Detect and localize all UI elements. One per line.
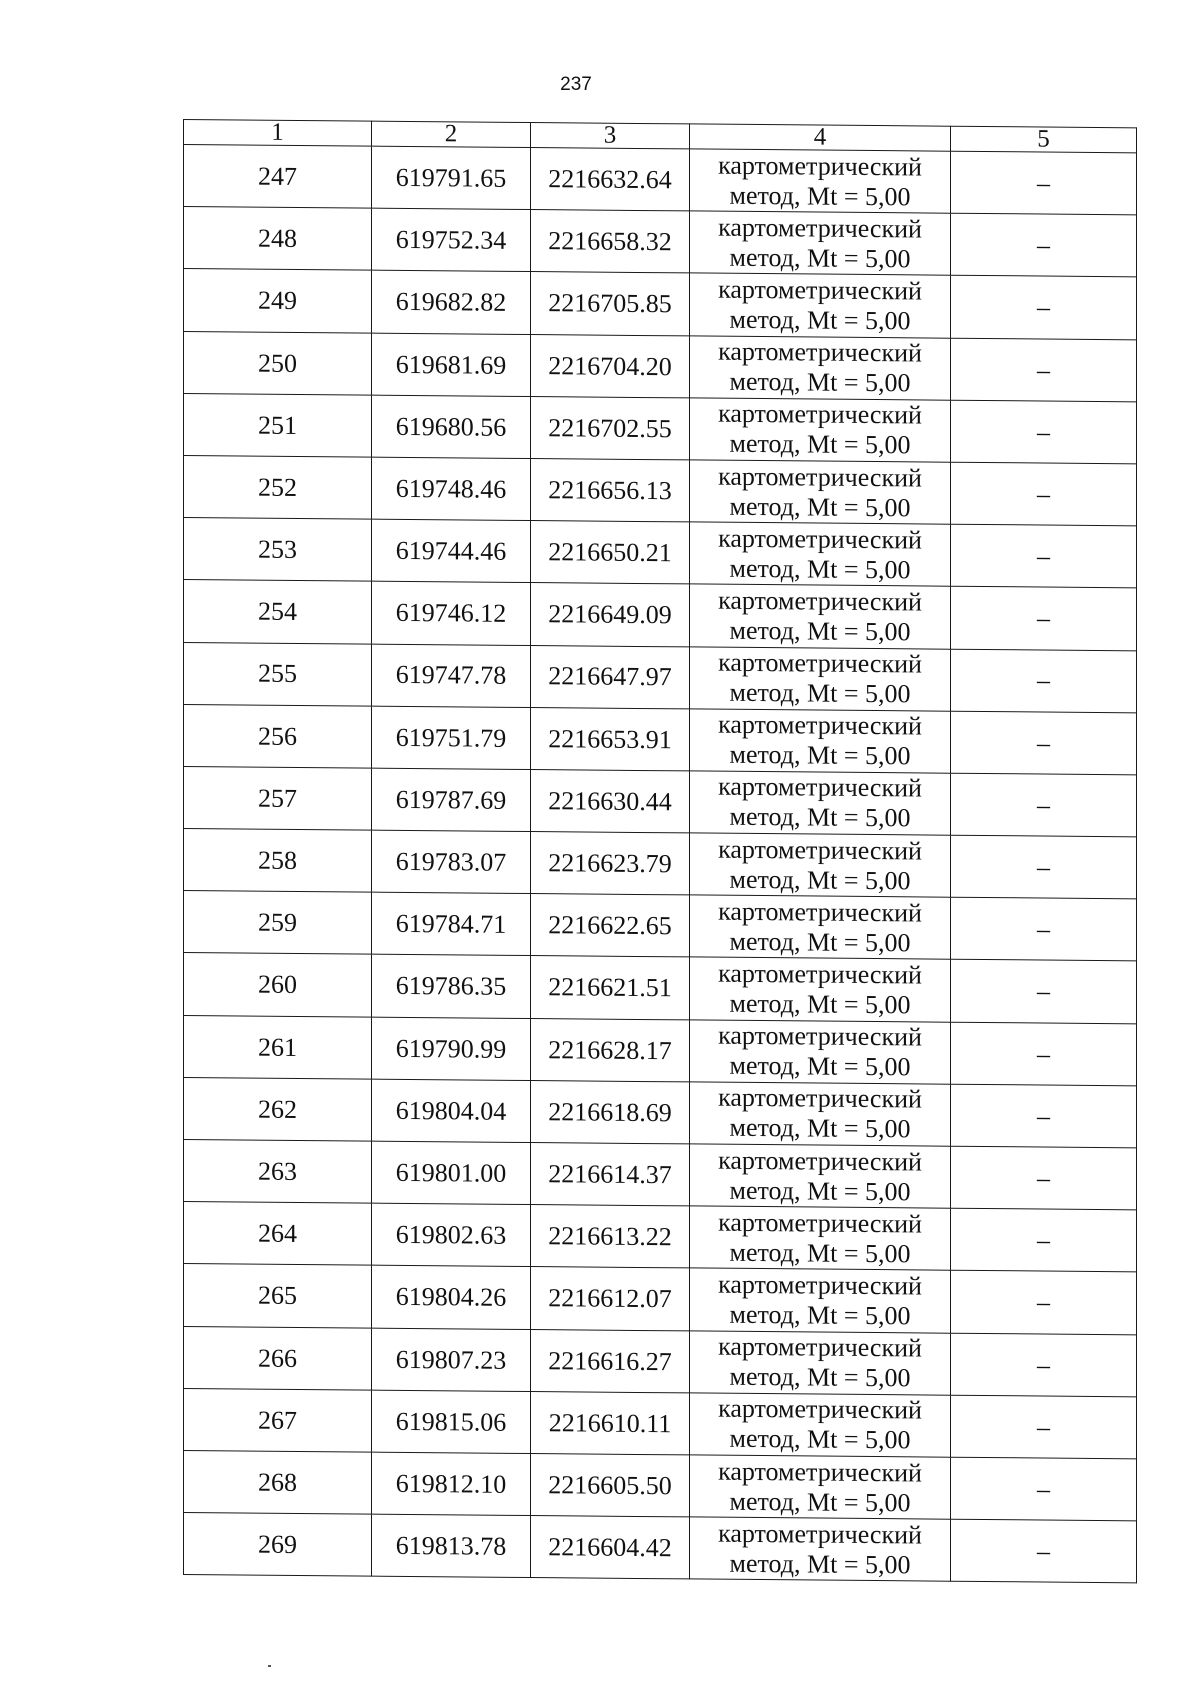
- header-col-3: 3: [531, 123, 690, 149]
- method-line-2: метод, Mt = 5,00: [729, 429, 911, 460]
- method-line-2: метод, Mt = 5,00: [729, 1299, 911, 1331]
- note-cell: –: [951, 276, 1137, 340]
- method-line-2: метод, Mt = 5,00: [729, 1424, 911, 1455]
- header-col-5: 5: [951, 126, 1137, 153]
- y-coordinate-cell: 2216656.13: [531, 458, 690, 522]
- point-number-cell: 267: [184, 1388, 372, 1452]
- x-coordinate-cell: 619815.06: [372, 1390, 531, 1454]
- method-cell: [690, 149, 951, 213]
- header-col-4: 4: [690, 124, 951, 151]
- method-line-2: метод, Mt = 5,00: [729, 304, 911, 336]
- method-cell: [690, 398, 951, 462]
- method-cell: [690, 895, 951, 959]
- note-cell: –: [951, 1395, 1137, 1459]
- point-number-cell: 259: [184, 891, 372, 955]
- note-cell: –: [951, 1146, 1137, 1210]
- x-coordinate-cell: 619682.82: [372, 271, 531, 335]
- method-line-1: картометрический: [718, 461, 922, 492]
- method-cell: [690, 584, 951, 648]
- method-line-1: картометрический: [718, 772, 922, 803]
- method-line-2: метод, Mt = 5,00: [729, 740, 911, 771]
- method-line-1: картометрический: [718, 1394, 922, 1425]
- method-cell: [690, 1455, 951, 1519]
- method-line-2: метод, Mt = 5,00: [729, 677, 911, 709]
- method-cell: [690, 771, 951, 835]
- method-cell: [690, 460, 951, 524]
- note-cell: –: [951, 587, 1137, 651]
- note-cell: –: [951, 1457, 1137, 1521]
- y-coordinate-cell: 2216604.42: [531, 1516, 690, 1580]
- method-line-1: картометрический: [718, 1083, 922, 1114]
- y-coordinate-cell: 2216653.91: [531, 707, 690, 771]
- table-row: [184, 518, 1137, 589]
- point-number-cell: 248: [184, 207, 372, 271]
- point-number-cell: 250: [184, 331, 372, 395]
- x-coordinate-cell: 619804.26: [372, 1266, 531, 1330]
- note-cell: –: [951, 1271, 1137, 1335]
- x-coordinate-cell: 619801.00: [372, 1141, 531, 1205]
- y-coordinate-cell: 2216628.17: [531, 1018, 690, 1082]
- method-line-2: метод, Mt = 5,00: [729, 615, 911, 647]
- method-cell: [690, 1144, 951, 1208]
- method-line-2: метод, Mt = 5,00: [729, 180, 911, 211]
- note-cell: –: [951, 649, 1137, 713]
- note-cell: –: [951, 338, 1137, 402]
- y-coordinate-cell: 2216702.55: [531, 396, 690, 460]
- table-row: [184, 704, 1137, 775]
- x-coordinate-cell: 619751.79: [372, 706, 531, 770]
- note-cell: –: [951, 400, 1137, 464]
- point-number-cell: 257: [184, 766, 372, 830]
- method-cell: [690, 1206, 951, 1270]
- method-line-2: метод, Mt = 5,00: [729, 1548, 911, 1580]
- table-row: [184, 1513, 1137, 1584]
- y-coordinate-cell: 2216705.85: [531, 272, 690, 336]
- method-line-2: метод, Mt = 5,00: [729, 242, 911, 274]
- note-cell: –: [951, 1333, 1137, 1397]
- method-line-1: картометрический: [718, 647, 922, 679]
- x-coordinate-cell: 619802.63: [372, 1203, 531, 1267]
- method-line-1: картометрический: [718, 1145, 922, 1177]
- y-coordinate-cell: 2216658.32: [531, 210, 690, 274]
- note-cell: –: [951, 524, 1137, 588]
- table-row: [184, 1202, 1137, 1273]
- method-cell: [690, 1020, 951, 1084]
- note-cell: –: [951, 213, 1137, 277]
- point-number-cell: 256: [184, 704, 372, 768]
- method-line-1: картометрический: [718, 523, 922, 555]
- method-line-2: метод, Mt = 5,00: [729, 491, 911, 522]
- table-body: [184, 145, 1137, 1584]
- x-coordinate-cell: 619790.99: [372, 1017, 531, 1081]
- note-cell: –: [951, 1208, 1137, 1272]
- table-row: [184, 766, 1137, 837]
- table-row: [184, 1326, 1137, 1397]
- method-line-2: метод, Mt = 5,00: [729, 1175, 911, 1206]
- table-row: [184, 269, 1137, 340]
- y-coordinate-cell: 2216605.50: [531, 1453, 690, 1517]
- point-number-cell: 251: [184, 393, 372, 457]
- point-number-cell: 260: [184, 953, 372, 1017]
- y-coordinate-cell: 2216616.27: [531, 1329, 690, 1393]
- point-number-cell: 269: [184, 1513, 372, 1577]
- point-number-cell: 258: [184, 829, 372, 893]
- x-coordinate-cell: 619791.65: [372, 146, 531, 210]
- x-coordinate-cell: 619784.71: [372, 892, 531, 956]
- method-cell: [690, 1517, 951, 1581]
- method-line-2: метод, Mt = 5,00: [729, 1113, 911, 1144]
- method-line-1: картометрический: [718, 336, 922, 368]
- scan-mark: [268, 1665, 271, 1667]
- y-coordinate-cell: 2216614.37: [531, 1143, 690, 1207]
- y-coordinate-cell: 2216612.07: [531, 1267, 690, 1331]
- y-coordinate-cell: 2216621.51: [531, 956, 690, 1020]
- note-cell: –: [951, 960, 1137, 1024]
- method-cell: [690, 522, 951, 586]
- method-line-2: метод, Mt = 5,00: [729, 1361, 911, 1393]
- y-coordinate-cell: 2216704.20: [531, 334, 690, 398]
- point-number-cell: 249: [184, 269, 372, 333]
- method-cell: [690, 1268, 951, 1332]
- note-cell: –: [951, 773, 1137, 837]
- point-number-cell: 252: [184, 455, 372, 519]
- x-coordinate-cell: 619786.35: [372, 955, 531, 1019]
- point-number-cell: 262: [184, 1077, 372, 1141]
- y-coordinate-cell: 2216622.65: [531, 894, 690, 958]
- method-line-2: метод, Mt = 5,00: [729, 366, 911, 398]
- y-coordinate-cell: 2216618.69: [531, 1080, 690, 1144]
- method-line-1: картометрический: [718, 150, 922, 182]
- method-cell: [690, 833, 951, 897]
- method-line-1: картометрический: [718, 274, 922, 306]
- note-cell: –: [951, 462, 1137, 526]
- page-number: 237: [560, 74, 592, 95]
- point-number-cell: 265: [184, 1264, 372, 1328]
- x-coordinate-cell: 619746.12: [372, 581, 531, 645]
- method-cell: [690, 273, 951, 337]
- method-line-2: метод, Mt = 5,00: [729, 988, 911, 1020]
- table-row: [184, 953, 1137, 1024]
- method-line-2: метод, Mt = 5,00: [729, 1237, 911, 1269]
- table-row: [184, 580, 1137, 651]
- table-row: [184, 1140, 1137, 1211]
- method-line-1: картометрический: [718, 1020, 922, 1052]
- method-cell: [690, 646, 951, 710]
- method-line-2: метод, Mt = 5,00: [729, 1050, 911, 1082]
- x-coordinate-cell: 619807.23: [372, 1328, 531, 1392]
- point-number-cell: 253: [184, 518, 372, 582]
- method-line-1: картометрический: [718, 958, 922, 990]
- method-line-1: картометрический: [718, 1456, 922, 1487]
- note-cell: –: [951, 151, 1137, 215]
- method-line-1: картометрический: [718, 1207, 922, 1239]
- method-cell: [690, 211, 951, 275]
- y-coordinate-cell: 2216610.11: [531, 1391, 690, 1455]
- point-number-cell: 247: [184, 145, 372, 209]
- x-coordinate-cell: 619681.69: [372, 333, 531, 397]
- y-coordinate-cell: 2216623.79: [531, 832, 690, 896]
- y-coordinate-cell: 2216649.09: [531, 583, 690, 647]
- method-cell: [690, 1082, 951, 1146]
- table-row: [184, 1077, 1137, 1148]
- method-cell: [690, 335, 951, 399]
- method-line-1: картометрический: [718, 1331, 922, 1363]
- point-number-cell: 263: [184, 1140, 372, 1204]
- x-coordinate-cell: 619744.46: [372, 519, 531, 583]
- table-row: [184, 1015, 1137, 1086]
- table-row: [184, 1388, 1137, 1459]
- x-coordinate-cell: 619812.10: [372, 1452, 531, 1516]
- point-number-cell: 254: [184, 580, 372, 644]
- method-line-2: метод, Mt = 5,00: [729, 864, 911, 896]
- table-row: [184, 1264, 1137, 1335]
- y-coordinate-cell: 2216647.97: [531, 645, 690, 709]
- method-line-1: картометрический: [718, 709, 922, 741]
- method-line-1: картометрический: [718, 1518, 922, 1550]
- table-row: [184, 455, 1137, 526]
- x-coordinate-cell: 619747.78: [372, 644, 531, 708]
- y-coordinate-cell: 2216613.22: [531, 1205, 690, 1269]
- point-number-cell: 268: [184, 1450, 372, 1514]
- method-line-1: картометрический: [718, 834, 922, 866]
- y-coordinate-cell: 2216630.44: [531, 769, 690, 833]
- method-line-2: метод, Mt = 5,00: [729, 802, 911, 833]
- coordinates-table: [183, 119, 1137, 1584]
- point-number-cell: 264: [184, 1202, 372, 1266]
- method-line-1: картометрический: [718, 399, 922, 430]
- header-col-2: 2: [372, 121, 531, 147]
- table-row: [184, 331, 1137, 402]
- table-row: [184, 145, 1137, 216]
- y-coordinate-cell: 2216650.21: [531, 521, 690, 585]
- x-coordinate-cell: 619783.07: [372, 830, 531, 894]
- table-row: [184, 829, 1137, 900]
- table-row: [184, 393, 1137, 464]
- header-col-1: 1: [184, 120, 372, 147]
- x-coordinate-cell: 619787.69: [372, 768, 531, 832]
- method-line-2: метод, Mt = 5,00: [729, 926, 911, 958]
- table-row: [184, 1450, 1137, 1521]
- method-cell: [690, 709, 951, 773]
- y-coordinate-cell: 2216632.64: [531, 148, 690, 212]
- x-coordinate-cell: 619804.04: [372, 1079, 531, 1143]
- method-cell: [690, 1393, 951, 1457]
- point-number-cell: 261: [184, 1015, 372, 1079]
- table-row: [184, 642, 1137, 713]
- method-line-2: метод, Mt = 5,00: [729, 553, 911, 585]
- table-row: [184, 891, 1137, 962]
- note-cell: –: [951, 1519, 1137, 1583]
- x-coordinate-cell: 619680.56: [372, 395, 531, 459]
- note-cell: –: [951, 1022, 1137, 1086]
- x-coordinate-cell: 619813.78: [372, 1514, 531, 1578]
- method-line-2: метод, Mt = 5,00: [729, 1486, 911, 1517]
- point-number-cell: 266: [184, 1326, 372, 1390]
- method-line-1: картометрический: [718, 896, 922, 928]
- point-number-cell: 255: [184, 642, 372, 706]
- x-coordinate-cell: 619752.34: [372, 208, 531, 272]
- note-cell: –: [951, 897, 1137, 961]
- x-coordinate-cell: 619748.46: [372, 457, 531, 521]
- method-cell: [690, 957, 951, 1021]
- table-row: [184, 207, 1137, 278]
- method-line-1: картометрический: [718, 585, 922, 617]
- method-line-1: картометрический: [718, 212, 922, 244]
- note-cell: –: [951, 1084, 1137, 1148]
- note-cell: –: [951, 835, 1137, 899]
- method-line-1: картометрический: [718, 1269, 922, 1301]
- note-cell: –: [951, 711, 1137, 775]
- method-cell: [690, 1330, 951, 1394]
